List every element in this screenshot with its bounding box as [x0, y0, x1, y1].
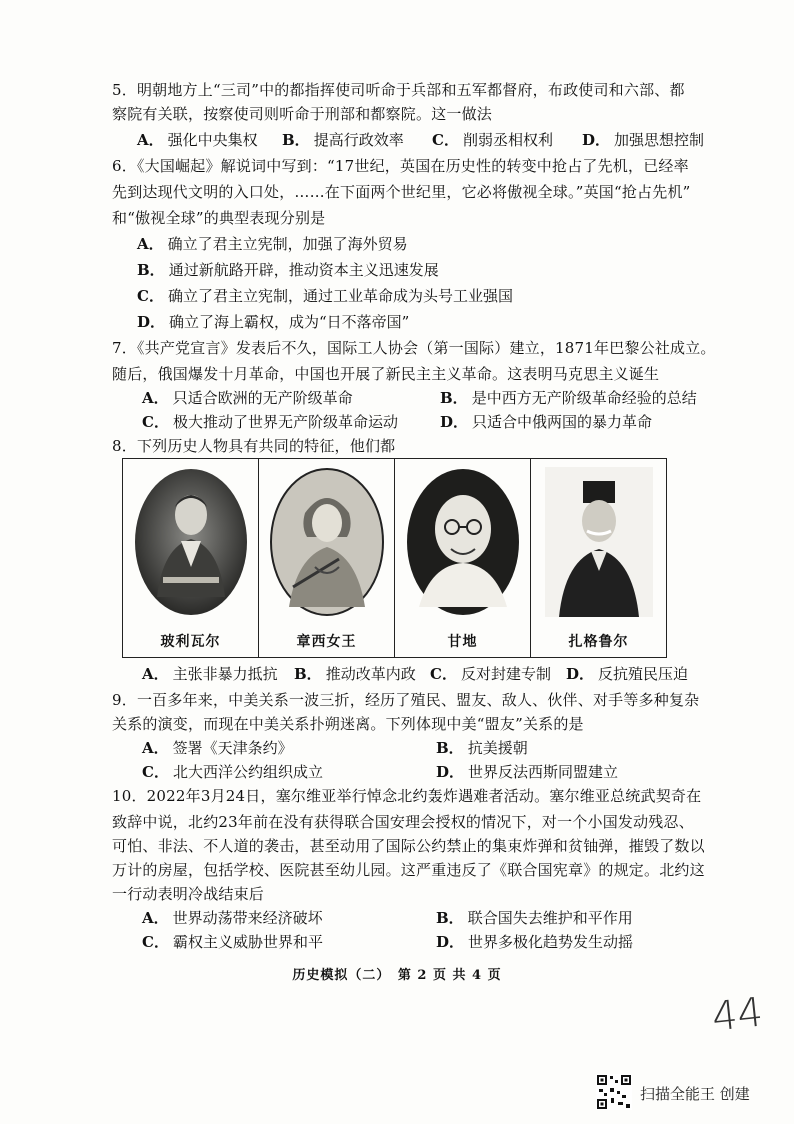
q8-stem-line1: 8．下列历史人物具有共同的特征，他们都 — [112, 437, 396, 455]
q8-option-a: A． 主张非暴力抵抗 — [142, 665, 278, 683]
q10-stem-line4: 万计的房屋，包括学校、医院甚至幼儿园。这严重违反了《联合国宪章》的规定。北约这 — [112, 861, 705, 879]
q10-stem-line1: 10．2022年3月24日，塞尔维亚举行悼念北约轰炸遇难者活动。塞尔维亚总统武契奇在 — [112, 787, 702, 805]
q6-stem-line2: 先到达现代文明的入口处，……在下面两个世纪里，它必将傲视全球。”英国“抢占先机” — [112, 183, 691, 201]
q6-option-b: B． 通过新航路开辟，推动资本主义迅速发展 — [137, 261, 439, 279]
qr-code-icon — [596, 1074, 632, 1110]
q7-option-b: B． 是中西方无产阶级革命经验的总结 — [440, 389, 697, 407]
figure-cell-zaghlul — [531, 459, 666, 657]
q6-stem-line1: 6．《大国崛起》解说词中写到：“17世纪，英国在历史性的转变中抢占了先机，已经率 — [112, 157, 689, 175]
zaghlul-portrait — [541, 467, 657, 617]
q10-stem-line2: 致辞中说，北约23年前在没有获得联合国安理会授权的情况下，对一个小国发动残忍、 — [112, 813, 694, 831]
q5-option-a: A． 强化中央集权 — [137, 131, 258, 149]
q5-option-d: D． 加强思想控制 — [582, 131, 705, 149]
q7-option-c: C． 极大推动了世界无产阶级革命运动 — [142, 413, 398, 431]
q7-option-a: A． 只适合欧洲的无产阶级革命 — [142, 389, 353, 407]
figure-caption: 章西女王 — [296, 634, 357, 650]
q5-option-c: C． 削弱丞相权利 — [432, 131, 553, 149]
q8-portrait-table — [122, 458, 667, 658]
q9-stem-line1: 9．一百多年来，中美关系一波三折，经历了殖民、盟友、敌人、伙伴、对手等多种复杂 — [112, 691, 700, 709]
q10-option-d: D． 世界多极化趋势发生动摇 — [436, 933, 634, 951]
q7-stem-line1: 7．《共产党宣言》发表后不久，国际工人协会（第一国际）建立，1871年巴黎公社成立。 — [112, 339, 716, 357]
q7-option-d: D． 只适合中俄两国的暴力革命 — [440, 413, 653, 431]
q9-option-d: D． 世界反法西斯同盟建立 — [436, 763, 619, 781]
q9-stem-line2: 关系的演变，而现在中美关系扑朔迷离。下列体现中美“盟友”关系的是 — [112, 715, 584, 733]
figure-cell-rani — [259, 459, 395, 657]
q10-option-c: C． 霸权主义威胁世界和平 — [142, 933, 323, 951]
figure-cell-gandhi — [395, 459, 531, 657]
q6-option-d: D． 确立了海上霸权，成为“日不落帝国” — [137, 313, 410, 331]
q9-option-a: A． 签署《天津条约》 — [142, 739, 293, 757]
figure-caption: 玻利瓦尔 — [160, 634, 221, 650]
gandhi-portrait — [405, 467, 521, 617]
figure-caption: 甘地 — [447, 634, 478, 650]
figure-caption: 扎格鲁尔 — [568, 634, 629, 650]
page-footer: 历史模拟（二） 第 2 页 共 4 页 — [292, 968, 502, 983]
q10-stem-line3: 可怕、非法、不人道的袭击，甚至动用了国际公约禁止的集束炸弹和贫铀弹，摧毁了数以 — [112, 837, 705, 855]
q8-option-c: C． 反对封建专制 — [430, 665, 551, 683]
handwritten-number: 44 — [709, 989, 766, 1041]
q9-option-c: C． 北大西洋公约组织成立 — [142, 763, 323, 781]
figure-cell-bolivar — [123, 459, 259, 657]
q10-option-b: B． 联合国失去维护和平作用 — [436, 909, 633, 927]
q6-stem-line3: 和“傲视全球”的典型表现分别是 — [112, 209, 326, 227]
rani-portrait — [269, 467, 385, 617]
q7-stem-line2: 随后，俄国爆发十月革命，中国也开展了新民主主义革命。这表明马克思主义诞生 — [112, 365, 660, 383]
q8-option-b: B． 推动改革内政 — [294, 665, 416, 683]
q10-option-a: A． 世界动荡带来经济破坏 — [142, 909, 323, 927]
q6-option-c: C． 确立了君主立宪制，通过工业革命成为头号工业强国 — [137, 287, 513, 305]
q5-stem-line2: 察院有关联，按察使司则听命于刑部和都察院。这一做法 — [112, 105, 493, 123]
q9-option-b: B． 抗美援朝 — [436, 739, 528, 757]
bolivar-portrait — [133, 467, 249, 617]
q10-stem-line5: 一行动表明冷战结束后 — [112, 885, 265, 903]
q5-option-b: B． 提高行政效率 — [282, 131, 404, 149]
q6-option-a: A． 确立了君主立宪制，加强了海外贸易 — [137, 235, 408, 253]
q5-stem-line1: 5．明朝地方上“三司”中的都指挥使司听命于兵部和五军都督府，布政使司和六部、都 — [112, 81, 685, 99]
q8-option-d: D． 反抗殖民压迫 — [566, 665, 689, 683]
scanner-brand-label: 扫描全能王 创建 — [640, 1085, 750, 1103]
